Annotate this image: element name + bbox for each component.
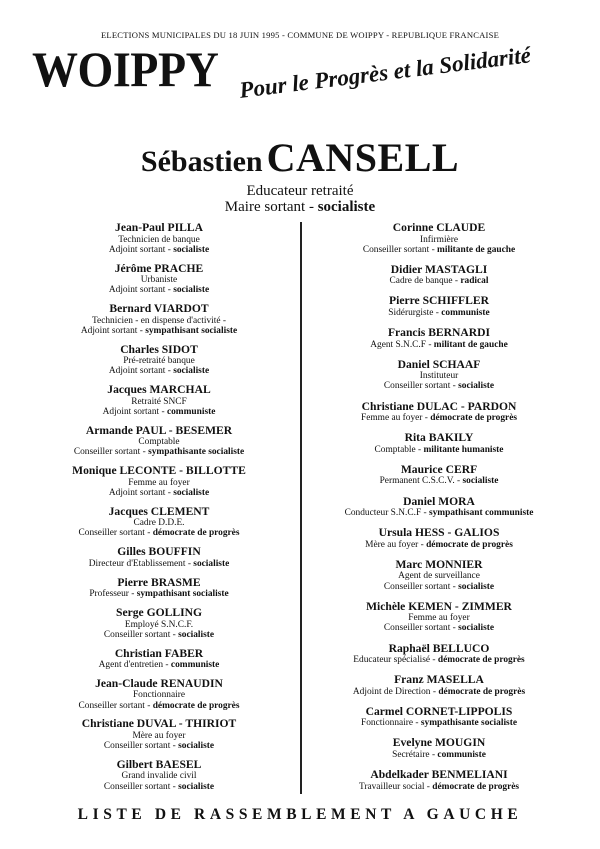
candidate-entry xyxy=(24,678,294,711)
candidate-detail-line xyxy=(24,660,294,670)
political-affiliation: militante de gauche xyxy=(437,244,516,255)
detail-text: Conseiller sortant - xyxy=(103,741,179,752)
candidate-detail-line xyxy=(24,326,294,336)
right-candidate-column xyxy=(304,222,574,792)
candidate-detail-line xyxy=(24,285,294,295)
candidate-name: Jacques CLEMENT xyxy=(108,504,210,518)
candidate-mandate-text: Maire sortant - xyxy=(224,199,318,215)
political-affiliation: socialiste xyxy=(173,285,210,296)
detail-text: Secrétaire - xyxy=(392,749,438,760)
column-divider xyxy=(300,222,302,794)
political-affiliation: socialiste xyxy=(458,581,495,592)
political-affiliation: socialiste xyxy=(178,781,215,792)
detail-text: Infirmière xyxy=(420,234,458,245)
candidate-entry xyxy=(24,263,294,296)
candidate-entry xyxy=(304,559,574,592)
candidate-detail-line xyxy=(24,447,294,457)
political-affiliation: communiste xyxy=(170,660,220,671)
candidate-entry xyxy=(304,464,574,487)
detail-text: Retraité SNCF xyxy=(131,396,187,407)
candidate-detail-line xyxy=(24,630,294,640)
candidate-entry xyxy=(24,759,294,792)
detail-text: Directeur d'Etablissement - xyxy=(88,558,194,569)
detail-text: Conseiller sortant - xyxy=(383,581,459,592)
candidate-detail-line xyxy=(304,308,574,318)
political-affiliation: militant de gauche xyxy=(433,339,508,350)
candidate-detail-line xyxy=(304,718,574,728)
candidate-detail-line xyxy=(24,478,294,488)
political-affiliation: socialiste xyxy=(178,629,215,640)
slogan: Pour le Progrès et la Solidarité xyxy=(238,42,533,103)
candidate-name: Charles SIDOT xyxy=(120,342,198,356)
candidate-entry xyxy=(304,706,574,729)
detail-text: Pré-retraité banque xyxy=(123,356,195,367)
candidate-detail-line xyxy=(24,741,294,751)
candidate-entry xyxy=(24,384,294,417)
political-affiliation: communiste xyxy=(437,749,486,760)
political-affiliation: démocrate de progrès xyxy=(152,528,240,539)
candidate-name: Rita BAKILY xyxy=(404,431,474,445)
candidate-entry xyxy=(24,344,294,377)
detail-text: Agent d'entretien - xyxy=(98,660,171,671)
candidate-detail-line xyxy=(304,476,574,486)
candidate-detail-line xyxy=(24,731,294,741)
detail-text: Adjoint sortant - xyxy=(108,487,174,498)
candidate-name: Monique LECONTE - BILLOTTE xyxy=(72,464,246,478)
candidate-name: Francis BERNARDI xyxy=(387,326,491,340)
candidate-detail-line xyxy=(24,701,294,711)
detail-text: Cadre D.D.E. xyxy=(133,518,185,529)
candidate-entry xyxy=(24,506,294,539)
candidate-name: Franz MASELLA xyxy=(394,673,484,687)
detail-text: Fonctionnaire xyxy=(132,690,186,701)
candidate-entry xyxy=(304,222,574,255)
candidate-detail-line xyxy=(304,582,574,592)
detail-text: Fonctionnaire - xyxy=(361,718,421,729)
political-affiliation: démocrate de progrès xyxy=(438,686,526,697)
candidate-detail-line xyxy=(24,397,294,407)
political-affiliation: sympathisante socialiste xyxy=(420,718,517,729)
detail-text: Educateur spécialisé - xyxy=(353,655,438,666)
candidate-detail-line xyxy=(24,245,294,255)
political-affiliation: socialiste xyxy=(173,366,210,377)
detail-text: Adjoint sortant - xyxy=(108,244,174,255)
candidate-name: Abdelkader BENMELIANI xyxy=(370,768,508,782)
candidate-name: Michèle KEMEN - ZIMMER xyxy=(366,599,512,613)
candidate-entry xyxy=(304,432,574,455)
detail-text: Comptable - xyxy=(374,444,424,455)
candidate-entry xyxy=(304,295,574,318)
candidate-entry xyxy=(304,737,574,760)
political-affiliation: socialiste xyxy=(458,623,495,634)
candidate-name: Evelyne MOUGIN xyxy=(392,736,486,750)
political-affiliation: sympathisant socialiste xyxy=(145,325,238,336)
candidate-name: Daniel MORA xyxy=(403,494,475,508)
candidate-entry xyxy=(24,718,294,751)
candidate-detail-line xyxy=(304,687,574,697)
detail-text: Sidérurgiste - xyxy=(388,307,442,318)
candidate-detail-line xyxy=(24,316,294,326)
political-affiliation: sympathisant socialiste xyxy=(136,589,229,600)
candidate-detail-line xyxy=(304,276,574,286)
candidate-detail-line xyxy=(304,750,574,760)
detail-text: Adjoint sortant - xyxy=(108,285,174,296)
candidate-detail-line xyxy=(304,371,574,381)
candidate-entry xyxy=(24,425,294,458)
candidate-name: Maurice CERF xyxy=(400,462,478,476)
detail-text: Grand invalide civil xyxy=(121,771,197,782)
candidate-name: Carmel CORNET-LIPPOLIS xyxy=(365,704,513,718)
political-affiliation: communiste xyxy=(166,406,216,417)
candidate-party: socialiste xyxy=(317,199,376,215)
candidate-detail-line xyxy=(24,620,294,630)
candidate-name: Jean-Claude RENAUDIN xyxy=(95,676,223,690)
candidate-detail-line xyxy=(24,407,294,417)
candidate-detail-line xyxy=(24,528,294,538)
candidate-entry xyxy=(24,607,294,640)
candidate-entry xyxy=(24,577,294,600)
candidate-detail-line xyxy=(24,488,294,498)
candidate-entry xyxy=(304,674,574,697)
detail-text: Conseiller sortant - xyxy=(73,447,149,458)
candidate-entry xyxy=(304,496,574,519)
candidate-entry xyxy=(24,465,294,498)
detail-text: Conseiller sortant - xyxy=(78,528,153,539)
detail-text: Agent S.N.C.F - xyxy=(370,339,434,350)
candidate-detail-line xyxy=(304,540,574,550)
candidate-name: Gilbert BAESEL xyxy=(116,757,202,771)
detail-text: Permanent C.S.C.V. - xyxy=(379,476,463,487)
detail-text: Adjoint sortant - xyxy=(108,366,174,377)
detail-text: Conseiller sortant - xyxy=(103,629,179,640)
candidate-detail-line xyxy=(304,413,574,423)
candidate-detail-line xyxy=(24,559,294,569)
candidate-last-name: CANSELL xyxy=(266,135,460,180)
candidate-entry xyxy=(304,643,574,666)
candidate-detail-line xyxy=(304,655,574,665)
detail-text: Femme au foyer - xyxy=(360,413,431,424)
candidate-first-name: Sébastien xyxy=(140,145,263,178)
candidate-detail-line xyxy=(24,690,294,700)
detail-text: Employé S.N.C.F. xyxy=(124,619,194,630)
town-title: WOIPPY xyxy=(32,41,219,97)
candidate-detail-line xyxy=(304,623,574,633)
candidate-name: Jacques MARCHAL xyxy=(107,383,211,397)
detail-text: Travailleur social - xyxy=(358,781,433,792)
detail-text: Conseiller sortant - xyxy=(103,781,179,792)
political-affiliation: socialiste xyxy=(178,741,215,752)
candidate-detail-line xyxy=(24,782,294,792)
political-affiliation: radical xyxy=(460,276,489,287)
election-header-line: ELECTIONS MUNICIPALES DU 18 JUIN 1995 - COMMUNE DE WOIPPY - REPUBLIQUE FRANCAISE xyxy=(100,30,500,40)
candidate-name: Christiane DUVAL - THIRIOT xyxy=(81,717,237,731)
candidate-entry xyxy=(304,401,574,424)
candidate-detail-line xyxy=(24,235,294,245)
candidate-name: Corinne CLAUDE xyxy=(392,221,486,234)
political-affiliation: démocrate de progrès xyxy=(426,539,513,550)
candidate-detail-line xyxy=(304,340,574,350)
detail-text: Conseiller sortant - xyxy=(383,623,459,634)
candidate-name: Bernard VIARDOT xyxy=(109,302,209,316)
detail-text: Cadre de banque - xyxy=(389,276,461,287)
candidate-entry xyxy=(24,648,294,671)
detail-text: Technicien - en dispense d'activité - xyxy=(91,315,227,326)
detail-text: Conseiller sortant - xyxy=(362,244,438,255)
candidate-entry xyxy=(304,527,574,550)
candidate-name: Pierre BRASME xyxy=(117,575,201,589)
political-affiliation: démocrate de progrès xyxy=(152,700,240,711)
detail-text: Adjoint sortant - xyxy=(102,406,167,417)
candidate-detail-line xyxy=(24,275,294,285)
candidate-entry xyxy=(24,303,294,336)
candidate-detail-line xyxy=(304,245,574,255)
candidate-entry xyxy=(24,222,294,255)
political-affiliation: socialiste xyxy=(173,244,210,255)
detail-text: Comptable xyxy=(138,437,180,448)
candidate-name: Armande PAUL - BESEMER xyxy=(85,423,233,437)
list-name-footer: LISTE DE RASSEMBLEMENT A GAUCHE xyxy=(77,806,523,823)
candidate-entry xyxy=(304,359,574,392)
head-candidate-name xyxy=(0,135,600,180)
political-affiliation: socialiste xyxy=(458,381,495,392)
political-affiliation: démocrate de progrès xyxy=(437,655,525,666)
detail-text: Agent de surveillance xyxy=(398,571,480,582)
detail-text: Conducteur S.N.C.F - xyxy=(344,508,429,519)
candidate-detail-line xyxy=(304,613,574,623)
candidate-detail-line xyxy=(304,571,574,581)
political-affiliation: socialiste xyxy=(462,476,499,487)
detail-text: Professeur - xyxy=(89,589,137,600)
political-affiliation: démocrate de progrès xyxy=(432,781,520,792)
candidate-entry xyxy=(24,546,294,569)
detail-text: Adjoint de Direction - xyxy=(352,686,439,697)
candidate-name: Christiane DULAC - PARDON xyxy=(361,399,517,413)
detail-text: Mère au foyer - xyxy=(365,539,427,550)
candidate-name: Marc MONNIER xyxy=(395,557,483,571)
detail-text: Mère au foyer xyxy=(132,730,186,741)
candidate-detail-line xyxy=(24,518,294,528)
candidate-detail-line xyxy=(24,437,294,447)
candidate-entry xyxy=(304,769,574,792)
candidate-entry xyxy=(304,327,574,350)
candidate-detail-line xyxy=(304,381,574,391)
candidate-name: Raphaël BELLUCO xyxy=(388,641,490,655)
candidate-name: Daniel SCHAAF xyxy=(397,357,481,371)
candidate-name: Didier MASTAGLI xyxy=(390,262,488,276)
candidate-name: Christian FABER xyxy=(114,646,204,660)
candidate-name: Jérôme PRACHE xyxy=(114,261,204,275)
candidate-detail-line xyxy=(304,445,574,455)
candidate-entry xyxy=(304,601,574,634)
detail-text: Adjoint sortant - xyxy=(80,325,146,336)
left-candidate-column xyxy=(24,222,294,792)
detail-text: Conseiller sortant - xyxy=(383,381,459,392)
candidate-occupation: Educateur retraité xyxy=(246,183,354,199)
detail-text: Conseiller sortant - xyxy=(78,700,153,711)
candidate-name: Gilles BOUFFIN xyxy=(117,545,201,559)
political-affiliation: sympathisante socialiste xyxy=(148,447,245,458)
candidate-detail-line xyxy=(24,589,294,599)
political-affiliation: sympathisant communiste xyxy=(428,508,534,519)
political-affiliation: militante humaniste xyxy=(423,444,504,455)
political-affiliation: socialiste xyxy=(173,487,210,498)
candidate-detail-line xyxy=(24,771,294,781)
candidate-detail-line xyxy=(304,235,574,245)
detail-text: Urbaniste xyxy=(140,275,178,286)
detail-text: Femme au foyer xyxy=(128,477,190,488)
candidate-mandate xyxy=(0,199,600,216)
detail-text: Technicien de banque xyxy=(118,234,200,245)
candidate-detail-line xyxy=(304,782,574,792)
political-affiliation: socialiste xyxy=(193,558,230,569)
candidate-name: Jean-Paul PILLA xyxy=(115,221,203,234)
detail-text: Femme au foyer xyxy=(408,613,470,624)
candidate-name: Ursula HESS - GALIOS xyxy=(378,526,500,540)
detail-text: Instituteur xyxy=(419,371,459,382)
candidate-detail-line xyxy=(24,356,294,366)
candidate-name: Serge GOLLING xyxy=(116,606,202,619)
political-affiliation: communiste xyxy=(441,307,490,318)
candidate-detail-line xyxy=(304,508,574,518)
candidate-name: Pierre SCHIFFLER xyxy=(389,294,489,308)
political-affiliation: démocrate de progrès xyxy=(430,413,518,424)
candidate-detail-line xyxy=(24,366,294,376)
candidate-entry xyxy=(304,264,574,287)
